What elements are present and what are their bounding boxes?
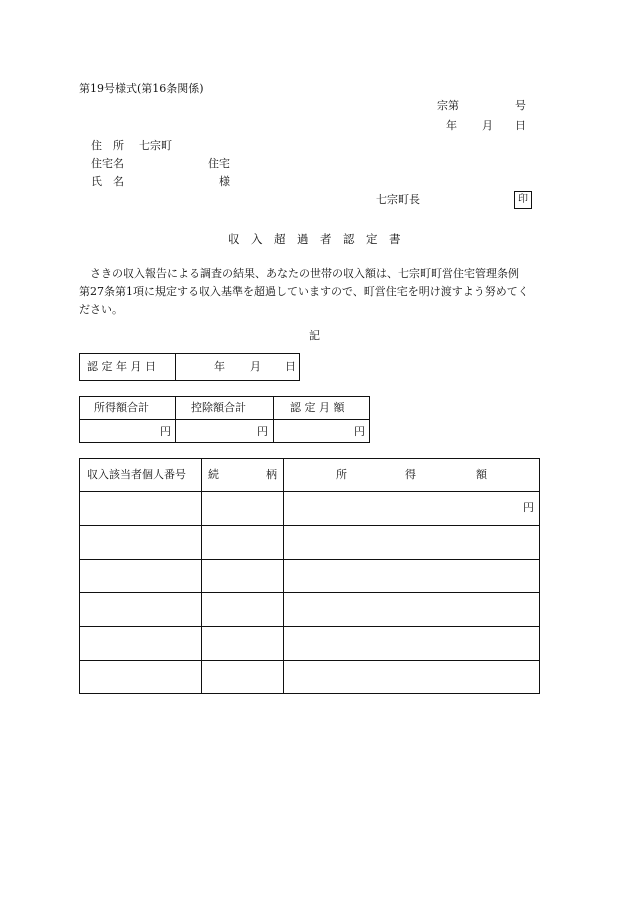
date-year: 年 <box>446 119 457 132</box>
member-header-income-2: 得 <box>405 468 416 481</box>
member-header-id: 収入該当者個人番号 <box>87 468 186 481</box>
member-table-row-divider <box>79 525 540 526</box>
certification-date-day: 日 <box>285 360 296 373</box>
body-line-1: さきの収入報告による調査の結果、あなたの世帯の収入額は、七宗町町営住宅管理条例 <box>79 267 519 280</box>
member-income-unit: 円 <box>523 501 534 514</box>
member-header-income-3: 額 <box>476 468 487 481</box>
member-table-row-divider <box>79 559 540 560</box>
income-summary-row-divider <box>79 419 370 420</box>
name-suffix: 様 <box>219 175 230 188</box>
income-summary-col-divider-1 <box>175 396 176 443</box>
certification-date-label: 認 定 年 月 日 <box>87 360 156 373</box>
name-label: 氏 名 <box>91 175 124 188</box>
doc-number-suffix: 号 <box>515 99 526 112</box>
certification-date-divider <box>175 353 176 381</box>
ki-mark: 記 <box>309 329 320 342</box>
income-unit-monthly: 円 <box>354 425 365 438</box>
date-month: 月 <box>482 119 493 132</box>
income-unit-total: 円 <box>160 425 171 438</box>
doc-number-prefix: 宗第 <box>437 99 459 112</box>
income-unit-deduction: 円 <box>257 425 268 438</box>
address-label: 住 所 <box>91 139 124 152</box>
housing-suffix: 住宅 <box>208 157 230 170</box>
member-table-row-divider <box>79 491 540 492</box>
body-line-3: ださい。 <box>79 303 123 316</box>
certification-date-month: 月 <box>250 360 261 373</box>
member-header-income-1: 所 <box>336 468 347 481</box>
certification-date-year: 年 <box>214 360 225 373</box>
income-header-monthly: 認 定 月 額 <box>290 401 345 414</box>
member-table-row-divider <box>79 626 540 627</box>
issuer-title: 七宗町長 <box>376 193 420 206</box>
member-table-row-divider <box>79 592 540 593</box>
body-line-2: 第27条第1項に規定する収入基準を超過していますので、町営住宅を明け渡すよう努めてく <box>79 285 529 298</box>
income-header-total: 所得額合計 <box>94 401 149 414</box>
housing-label: 住宅名 <box>91 157 124 170</box>
document-title: 収 入 超 過 者 認 定 書 <box>228 232 401 246</box>
seal-mark: 印 <box>514 191 532 209</box>
member-table-col-divider-2 <box>283 458 284 694</box>
member-header-relation-1: 続 <box>208 468 219 481</box>
form-number: 第19号様式(第16条関係) <box>79 82 204 95</box>
income-header-deduction: 控除額合計 <box>191 401 246 414</box>
member-table <box>79 458 540 694</box>
member-header-relation-2: 柄 <box>266 468 277 481</box>
income-summary-col-divider-2 <box>273 396 274 443</box>
address-value: 七宗町 <box>139 139 172 152</box>
member-table-col-divider-1 <box>201 458 202 694</box>
date-day: 日 <box>515 119 526 132</box>
member-table-row-divider <box>79 660 540 661</box>
